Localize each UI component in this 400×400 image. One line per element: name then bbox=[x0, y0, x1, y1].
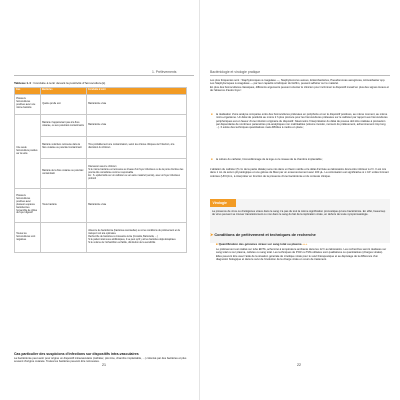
section-text-devices: La bactériémie peut avoir pour origine un dispositif intravasculaire (cathéter, picc-line, chambre implantable, ...) colonisé par des bactéries et plus souvent d'origine cutanée. Toutes les bactéries peuvent être retrouvées. bbox=[14, 357, 187, 363]
cell-cas: Plusieurs hémocultures positives avec une même bactérie bbox=[15, 94, 41, 114]
cell-conduite: Discussion avec le clinicien Si le même bactérie est retrouvée au niveau d'un foyer infectieux ou de la porte d'entrée des pourra être considérée comme responsable Ex : S. epidermidis sur un cathéter ou sur autre matériel (sonde), avec un foyer infectieux profond bbox=[87, 158, 187, 188]
table-row bbox=[15, 136, 187, 158]
emphasis-marker: +++ bbox=[302, 242, 308, 246]
col-header-bacteries: Bactéries bbox=[41, 88, 87, 95]
bullet-marker-icon: ■ bbox=[211, 158, 213, 161]
cell-cas: Toutes les hémocultures sont négatives bbox=[15, 222, 41, 252]
table-row bbox=[15, 222, 187, 252]
running-head: Bactériologie et virologie pratique bbox=[210, 70, 261, 74]
virologie-box-text: La présence de virus ou d'antigènes viraux dans le sang n'a pas du tout la même signification pronostique qu'une bactériémie. En effet, beaucoup de virus peuvent se trouver transitoirement ou non dans le sang du fait de la réplication virale, en dehors de toute symptomatologie. bbox=[212, 210, 386, 217]
cell-conduite: Absence de bactériémie (bactéries éventuelles) ou si les conditions du prélèvement et du transport ont été optimales Recherche de bactéries à croissance lente (Coxiella, Bartonella, ...) Si le patient était sous antibiotiques, il se peut qu'il y ait les bactéries déjà décapitées Si le volume de l'échantillon est faible, diminution de la sensibilité bbox=[87, 222, 187, 252]
cell-bacterie: Bactérie volontiers retrouvée dans la flore cutanée ou potentiel contaminant bbox=[41, 136, 87, 158]
table-caption-number: Tableau 1-4 bbox=[14, 81, 31, 85]
running-head-rule bbox=[210, 75, 390, 76]
quantification-heading bbox=[216, 242, 307, 246]
quantification-heading-text: Quantification des génomes viraux sur sang total ou plasma bbox=[218, 242, 302, 246]
bullet-marker-icon: ■ bbox=[211, 113, 213, 116]
cell-bacterie bbox=[41, 222, 87, 252]
conduct-table bbox=[14, 87, 187, 253]
section-title-devices: Cas particulier des suspicions d'infections sur dispositifs intra-vasculaires bbox=[14, 352, 139, 356]
bullet-text: la réalisation d'une analyse comparée entre des hémocultures prélevées en périphérie et sur le dispositif positives, au même moment, au même micro-organisme. Un délai de positivité au moins 2 h plus précoce pour les hémocultures prélevées sur le cathéter par rapport aux hémocultures périphériques est en faveur d'une infection originaire du dispositif. Néanmoins l'interprétation du délai de pousse doit être réalisée à précaution par dépendante de nombreux paramètres pré-analytiques non maîtrisables (volume inoculé, moment du prélèvement, acheminement trop long ...). Il existe des techniques quantitatives mais difficiles à mettre en place ; bbox=[216, 113, 388, 130]
cell-cas: Plusieurs hémocultures positives avec plusieurs espèces bactériennes l'ensemble de cibles du foyer digestif bbox=[15, 188, 41, 222]
cell-conduite: Bactériémie vraie bbox=[87, 188, 187, 222]
virologie-box-title: Virologie bbox=[210, 199, 236, 207]
bullet-text: la culture du cathéter, l'écouvillonnage de la loge ou le réseau de la chambre implantable ; bbox=[216, 158, 324, 161]
quantification-text: Le prélèvement est réalisé sur tube EDTA, acheminé à température ambiante dans les 12 h au laboratoire. Les recherches seront réalisées sur sang total ou sur plasma, cellules ou sang total. Les techniques de PCR ou TMA utilisées sont qualitatives ou quantitatives (charges virales). Elles peuvent être avec l'aide de la situation générale de cinétique virale pour le suivi thérapeutique et au dépistage de la différence d'un diagnostic biologique et dans le suivi de l'évolution de la charge virale en cours de traitement. bbox=[216, 248, 387, 262]
cell-conduite: Bactériémie vraie bbox=[87, 114, 187, 136]
col-header-conduite: Conduite à tenir bbox=[87, 88, 187, 95]
cell-bacterie: Bactérie de la flore cutanée ou potentiel contaminant bbox=[41, 158, 87, 188]
running-head-rule bbox=[14, 75, 194, 76]
table-header-row bbox=[15, 88, 187, 95]
cell-cas: Une seule hémoculture positive sur la série bbox=[15, 114, 41, 188]
page-number: 21 bbox=[102, 363, 106, 367]
table-row bbox=[15, 114, 187, 136]
table-row bbox=[15, 158, 187, 188]
conditions-heading-text: Conditions de prélèvement et techniques de recherche bbox=[214, 232, 316, 237]
col-header-cas: Cas bbox=[15, 88, 41, 95]
table-row bbox=[15, 188, 187, 222]
left-page bbox=[6, 0, 200, 400]
table-row bbox=[15, 94, 187, 114]
catheter-paragraph: L'ablation du cathéter (5 cm de la partie distale) sera mis dans un flacon stérile et le délai d'arrivée au laboratoire devra être inférieur à 2 h. Il est mis dans 1 mL de sérum physiologique et une gélose de Maxi par un ensemencement avec 100 µL. La colonisation est significative si ≥ 10³ unités formant colonies (UFC)/mL, à interpréter en fonction de la présence d'une bactériémie et du contexte clinique. bbox=[210, 168, 389, 178]
cell-conduite: Très probablement une contamination, selon les critères cliniques de l'infection, à la discrétion du clinicien bbox=[87, 136, 187, 158]
conditions-heading bbox=[210, 232, 316, 237]
cell-bacterie: Quelle qu'elle soit bbox=[41, 94, 87, 114]
cell-conduite: Bactériémie vraie bbox=[87, 94, 187, 114]
page-number: 22 bbox=[297, 363, 301, 367]
arrow-right-icon: ➤ bbox=[210, 232, 214, 237]
bullet-item bbox=[210, 158, 390, 161]
cell-bacterie: Bactérie n'appartenant pas à la flore cutanée, ou aux potentiels contaminants bbox=[41, 114, 87, 136]
square-bullet-icon: ■ bbox=[216, 242, 218, 246]
cell-bacterie: Toute bactérie bbox=[41, 188, 87, 222]
table-caption-text: : Conduite à tenir devant la positivité d'hémoculture(s) bbox=[30, 81, 106, 85]
table-caption bbox=[14, 81, 105, 85]
intro-paragraph: Les plus fréquentes sont : Staphylocoques à coagulase —, Staphylococcus aureus, Entérobactéries, Pseudomonas aeruginosa, Acinetobacter spp. Les Staphylocoques à coagulase — par leur capacité à fabriquer du biofilm, peuvent adhérer sur le matériel. En plus des hémocultures classiques, différents arguments peuvent orienter le clinicien pour incriminer le dispositif invasif en plus des signes locaux et de l'absence d'autre foyer : bbox=[210, 79, 389, 93]
running-head: 1. Prélèvements bbox=[152, 70, 177, 74]
bullet-item bbox=[210, 113, 390, 130]
